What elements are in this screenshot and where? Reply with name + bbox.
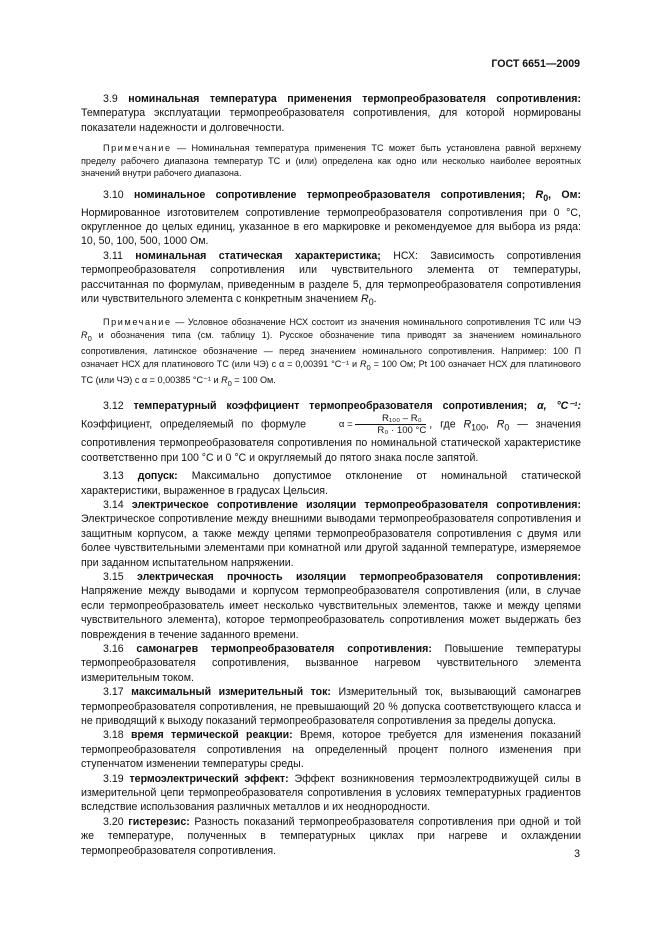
clause-end: . <box>373 292 377 305</box>
clause-text: Повышение температуры термопреобразователя сопротивления, вызванное нагревом чувствительного элемента измерительным током. <box>81 642 581 684</box>
clause-text: Эффект возникновения термоэлектродвижущей силы в измерительной цепи термопреобразователя сопротивления в условиях температурных градиентов вследствие использования различных металлов и их неоднородности. <box>81 772 581 814</box>
clause-3-20 <box>81 815 581 858</box>
clause-text: Максимально допустимое отклонение от номинальной статической характеристики, выраженное в градусах Цельсия. <box>81 470 581 497</box>
clause-number: 3.12 <box>103 399 124 412</box>
note-label: Примечание <box>103 143 172 154</box>
clause-term: номинальное сопротивление термопреобразователя сопротивления; <box>133 189 526 201</box>
clause-text: Напряжение между выводами и корпусом термопреобразователя сопротивления (или, в случае если термопреобразователь имеет несколько чувствительных элементов, также и между цепями чувствительного элемента), которое термопреобразователь сопротивления может выдержать без повреждения в течение заданного времени. <box>81 585 581 641</box>
note-label: Примечание <box>103 317 172 328</box>
clause-term: электрическое сопротивление изоляции термопреобразователя сопротивления: <box>131 498 581 511</box>
clause-text: НСХ: Зависимость сопротивления термопреобразователя сопротивления или чувствительного элемента от температуры, рассчитанная по формулам, приведенным в разделе 5, для термопреобразователя сопротивления или чувствительного элемента с конкретным значением <box>81 249 582 305</box>
note-3-9: Примечание — Номинальная температура применения ТС может быть установлена равной верхнему пределу рабочего диапазона температур ТС и (или) определена как одно или несколько наиболее вероятных значений внутри рабочего диапазона. <box>81 143 581 179</box>
clause-number: 3.18 <box>103 729 124 742</box>
clause-number: 3.13 <box>103 470 124 483</box>
symbol-r: R <box>81 330 88 341</box>
symbol-r: R <box>359 359 367 370</box>
clause-number: 3.19 <box>103 772 124 785</box>
note-text: и обозначения типа (см. таблицу 1). Русское обозначение типа приводят за значением номинального сопротивления, латинское обозначение — перед значением номинального сопротивления. Например: 100 П означает НСХ для платинового ТС (или ЧЭ) с α = 0,00391 °С⁻¹ и <box>81 330 582 370</box>
clause-text: Время, которое требуется для изменения показаний термопреобразователя сопротивления на определенный процент полного изменения при ступенчатом изменении температуры среды. <box>81 729 581 771</box>
note-text: Номинальная температура применения ТС может быть установлена равной верхнему пределу рабочего диапазона температур ТС и (или) определена как одно или несколько наиболее вероятных значений внутри рабочего диапазона. <box>81 143 581 179</box>
clause-3-15 <box>81 570 581 642</box>
clause-term: термоэлектрический эффект: <box>129 772 289 785</box>
clause-number: 3.11 <box>103 249 123 262</box>
clause-3-14 <box>81 498 581 570</box>
symbol-subscript: 0 <box>368 297 374 308</box>
clause-number: 3.16 <box>103 642 124 655</box>
clause-unit: , Ом: <box>548 189 581 201</box>
page-number: 3 <box>574 848 580 860</box>
clause-term: номинальная статическая характеристика; <box>135 249 381 262</box>
clause-3-18 <box>81 728 581 771</box>
symbol-r: R <box>535 189 544 201</box>
clause-term: самонагрев термопреобразователя сопротивления: <box>136 642 432 655</box>
clause-text: , где <box>429 418 456 431</box>
note-text: = 100 Ом. <box>234 375 276 386</box>
clause-term: номинальная температура применения термопреобразователя сопротивления: <box>128 93 581 105</box>
formula-denominator: R₀ · 100 °С <box>377 425 427 437</box>
document-header: ГОСТ 6651—2009 <box>491 58 580 70</box>
clause-term: гистерезис: <box>128 815 190 828</box>
clause-3-19 <box>81 772 581 815</box>
symbol-subscript: 0 <box>87 333 92 343</box>
alpha-formula <box>317 413 426 436</box>
note-text: Условное обозначение НСХ состоит из значения номинального сопротивления ТС или ЧЭ <box>187 317 582 328</box>
clause-text: Разность показаний термопреобразователя сопротивления при одной и той же температуре, полученных в температурных циклах при нагреве и охлаждении термопреобразователя сопротивления. <box>81 815 582 857</box>
clause-term: температурный коэффициент термопреобразователя сопротивления; <box>133 399 528 412</box>
clause-term: электрическая прочность изоляции термопреобразователя сопротивления: <box>136 570 581 583</box>
clause-text: — значения сопротивления термопреобразователя сопротивления по номинальной статической характеристике соответственно при 100 °С и 0 °С и округляемый до пятого знака после запятой. <box>81 418 581 464</box>
note-3-11: Примечание — Условное обозначение НСХ состоит из значения номинального сопротивления ТС или ЧЭ $R_0$ и обозначения типа (см. таблицу 1). Русское обозначение типа приводят за значением номинального сопротивления, латинское обозначение — перед значением номинального сопротивления. Например: 100 П означает НСХ для платинового ТС (или ЧЭ) с α = 0,00391 °С⁻¹ и $R_0 = 100$ Ом; Pt 100 означает НСХ для платинового ТС (или ЧЭ) с α = 0,00385 °С⁻¹ и $R_0 = 100$ Ом. <box>81 317 582 389</box>
clause-number: 3.15 <box>103 570 124 583</box>
clause-3-13 <box>81 469 581 498</box>
clause-number: 3.9 <box>103 93 118 105</box>
clause-number: 3.14 <box>103 498 124 511</box>
clause-number: 3.17 <box>103 686 124 699</box>
clause-text: Температура эксплуатации термопреобразователя сопротивления, для которой нормированы показатели надежности и долговечности. <box>81 107 581 134</box>
clause-3-12: 3.12 температурный коэффициент термопреобразователя сопротивления; α, °С⁻¹: Коэффициент, определяемый по формуле α = $\frac{\text{R₁₀₀ – R₀}}{\text{R₀ · 100 °С}}$ , где $R_{100}$, $R_0$ — значения сопротивления термопреобразователя сопротивления по номинальной статической характеристике соответственно при 100 °С и 0 °С и округляемый до пятого знака после запятой. <box>81 399 581 464</box>
formula-numerator: R₁₀₀ – R₀ <box>355 413 426 425</box>
clause-term: допуск: <box>137 470 178 483</box>
formula-fraction <box>355 413 426 436</box>
symbol-subscript: 0 <box>366 362 371 372</box>
clause-term: время термической реакции: <box>130 729 293 742</box>
clause-3-16 <box>81 642 581 685</box>
clause-text: Измерительный ток, вызывающий самонагрев термопреобразователя сопротивления, не превышающий 20 % допуска соответствующего класса и не приводящий к выходу показаний термопреобразователя сопротивления за пределы допуска. <box>81 686 581 727</box>
symbol-alpha: α, °С⁻¹: <box>537 399 581 412</box>
clause-3-9 <box>81 92 581 135</box>
clause-3-10 <box>81 188 581 249</box>
note-text: = 100 Ом; Pt 100 означает НСХ для платинового ТС (или ЧЭ) с α = 0,00385 °С⁻¹ и <box>81 359 581 386</box>
symbol-r: R <box>221 375 228 386</box>
clause-text: Нормированное изготовителем сопротивление термопреобразователя сопротивления при 0 °С, округленное до целых единиц, указанное в его маркировке и рекомендуемое для выбора из ряда: 10, 50, 100, 500, 1000 Ом. <box>81 206 581 248</box>
symbol-r: R <box>361 292 369 305</box>
clause-term: максимальный измерительный ток: <box>131 686 331 699</box>
clause-number: 3.10 <box>103 189 124 201</box>
clause-3-17 <box>81 685 581 728</box>
symbol-subscript: 0 <box>543 193 549 204</box>
symbol-subscript: 0 <box>227 379 232 389</box>
clause-number: 3.20 <box>103 815 124 828</box>
clause-text: Электрическое сопротивление между внешними выводами термопреобразователя сопротивления и защитным корпусом, а также между цепями термопреобразователя сопротивления с двумя или более чувствительными элементами при комнатной или другой заданной температуре, измеряемое при заданном испытательном напряжении. <box>81 513 581 569</box>
clause-3-11 <box>81 249 581 310</box>
page-content <box>81 92 581 858</box>
clause-text: Коэффициент, определяемый по формуле <box>81 418 307 431</box>
formula-lhs: α = <box>338 419 353 431</box>
